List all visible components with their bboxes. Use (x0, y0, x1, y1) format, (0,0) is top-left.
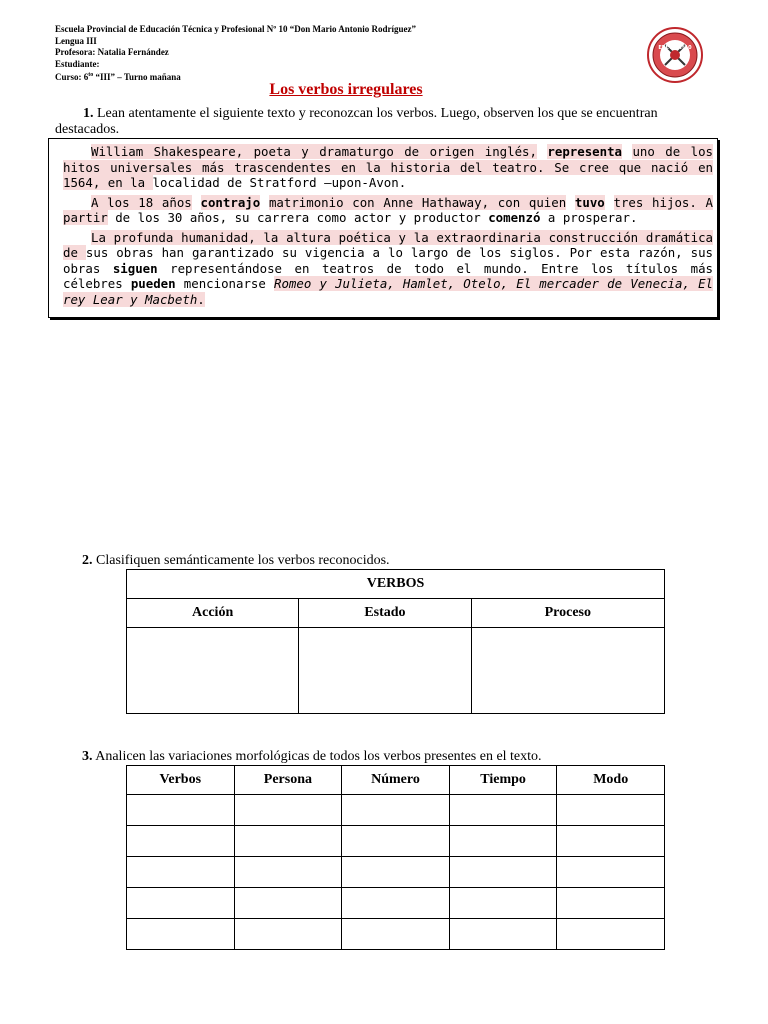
table-row (127, 795, 665, 826)
svg-text:EPETP Nº10: EPETP Nº10 (658, 45, 692, 51)
course-info: Curso: $6^{to}$ “III” – Turno mañana (55, 72, 181, 82)
table-row (127, 857, 665, 888)
answer-cell[interactable] (471, 628, 664, 714)
answer-cell[interactable] (557, 888, 665, 919)
text-paragraph-2: A los 18 años contrajo matrimonio con Anne Hathaway, con quien tuvo tres hijos. A partir de los 30 años, su carrera como actor y productor comenzó a prosperar. (63, 194, 714, 225)
instruction-1: 1. Lean atentamente el siguiente texto y reconozcan los verbos. Luego, observen los que se encuentran destacados. (55, 106, 658, 137)
morphology-table (126, 765, 665, 950)
answer-cell[interactable] (342, 919, 450, 950)
column-header: Acción (127, 599, 299, 628)
answer-cell[interactable] (342, 888, 450, 919)
table-row (127, 826, 665, 857)
answer-cell[interactable] (557, 826, 665, 857)
answer-cell[interactable] (127, 795, 235, 826)
school-name: Escuela Provincial de Educación Técnica y Profesional Nº 10 “Don Mario Antonio Rodríguez” (55, 24, 416, 34)
table-title: VERBOS (127, 570, 665, 599)
instruction-2: 2. Clasifiquen semánticamente los verbos reconocidos. (82, 553, 390, 568)
text-paragraph-3: La profunda humanidad, la altura poética y la extraordinaria construcción dramática de sus obras han garantizado su vigencia a lo largo de los siglos. Por esta razón, sus obras siguen representándose en teatros de todo el mundo. Entre los títulos más célebres pueden mencionarse Romeo y Julieta, Hamlet, Otelo, El mercader de Venecia, El rey Lear y Macbeth. (63, 229, 714, 307)
school-seal-icon (647, 27, 703, 83)
answer-cell[interactable] (557, 857, 665, 888)
answer-cell[interactable] (449, 888, 557, 919)
answer-cell[interactable] (127, 857, 235, 888)
answer-cell[interactable] (127, 919, 235, 950)
column-header: Estado (299, 599, 471, 628)
answer-cell[interactable] (449, 857, 557, 888)
answer-cell[interactable] (449, 919, 557, 950)
answer-cell[interactable] (234, 857, 342, 888)
answer-cell[interactable] (234, 826, 342, 857)
column-header: Número (342, 766, 450, 795)
answer-cell[interactable] (557, 795, 665, 826)
table-row (127, 919, 665, 950)
reading-text-box (48, 138, 718, 318)
answer-cell[interactable] (127, 628, 299, 714)
answer-cell[interactable] (342, 795, 450, 826)
answer-cell[interactable] (299, 628, 471, 714)
table-row (127, 888, 665, 919)
answer-cell[interactable] (234, 795, 342, 826)
answer-cell[interactable] (342, 826, 450, 857)
teacher-name: Profesora: Natalia Fernández (55, 47, 169, 57)
answer-cell[interactable] (127, 888, 235, 919)
document-header (55, 24, 416, 84)
answer-cell[interactable] (234, 888, 342, 919)
morphology-table-body (127, 795, 665, 950)
column-header: Tiempo (449, 766, 557, 795)
answer-cell[interactable] (127, 826, 235, 857)
subject-name: Lengua III (55, 35, 97, 46)
answer-cell[interactable] (342, 857, 450, 888)
column-header: Proceso (471, 599, 664, 628)
column-header: Persona (234, 766, 342, 795)
column-header: Verbos (127, 766, 235, 795)
text-paragraph-1: William Shakespeare, poeta y dramaturgo de origen inglés, representa uno de los hitos universales más trascendentes en la historia del teatro. Se cree que nació en 1564, en la localidad de Stratford –upon-Avon. (63, 144, 713, 190)
page-title: Los verbos irregulares (269, 81, 423, 98)
column-header: Modo (557, 766, 665, 795)
answer-cell[interactable] (449, 826, 557, 857)
semantic-classification-table (126, 569, 665, 714)
answer-cell[interactable] (234, 919, 342, 950)
answer-cell[interactable] (449, 795, 557, 826)
student-label: Estudiante: (55, 58, 100, 69)
instruction-3: 3. Analicen las variaciones morfológicas de todos los verbos presentes en el texto. (82, 749, 542, 764)
answer-cell[interactable] (557, 919, 665, 950)
